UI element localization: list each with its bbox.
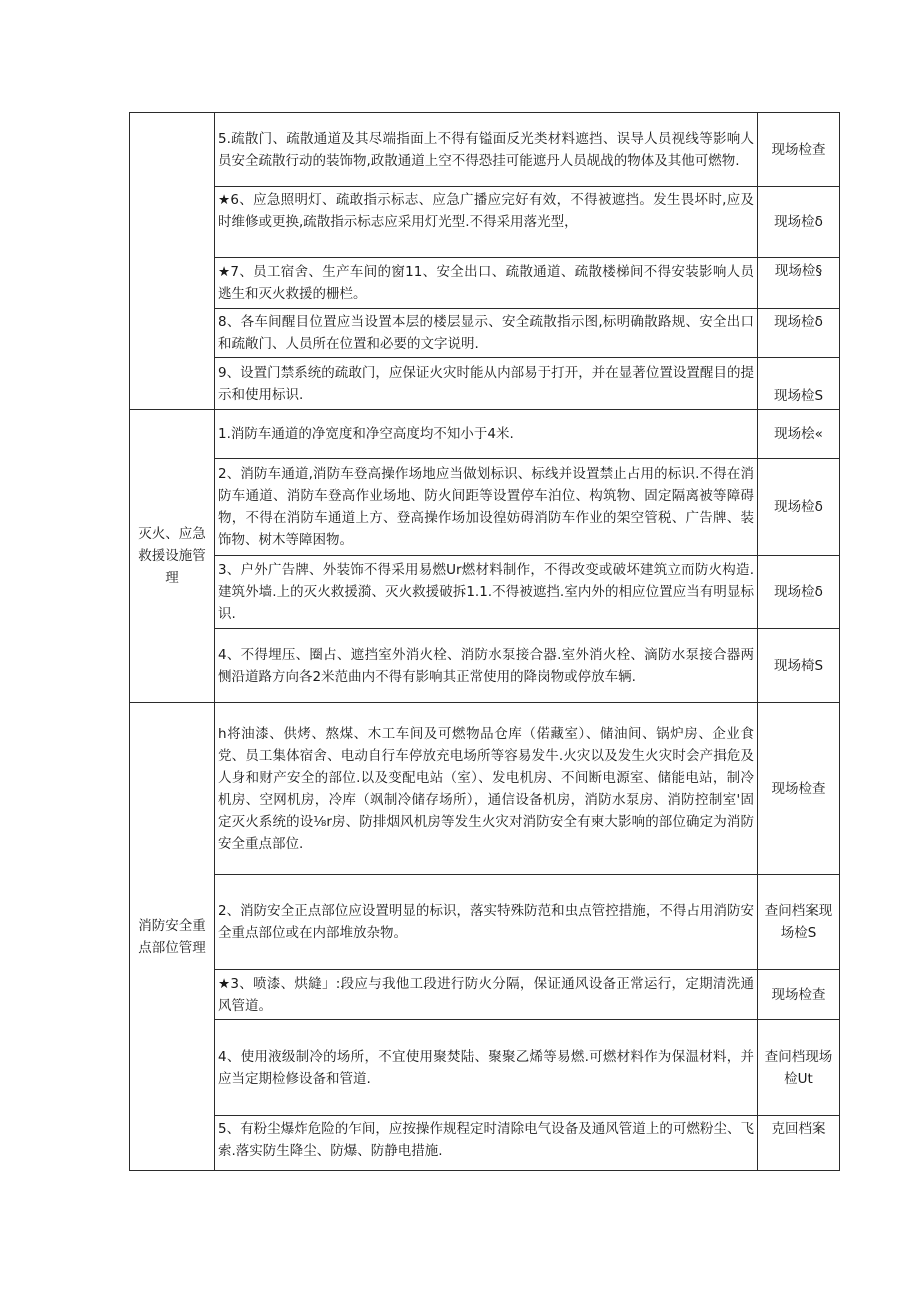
table-row: [130, 703, 840, 875]
table-row: [130, 258, 840, 309]
category-cell: 灭火、应急救援设施管理: [130, 410, 215, 703]
requirement-cell: 9、设置门禁系统的疏敢门，应保证火灾时能从内部易于打开，并在显著位置设置醒目的提示和使用标识.: [215, 358, 758, 410]
requirement-cell: h将油漆、供烤、熬煤、木工车间及可燃物品仓库（偌藏室）、储油间、锅炉房、企业食党、员工集体宿舍、电动自行车停放充电场所等容易发牛.火灾以及发生火灾时会产揖危及人身和财产安全的部位.以及变配电站（室）、发电机房、不间断电源室、储能电站，制冷机房、空网机房，冷库（飒制冷储存场所），通信设备机房，消防水泵房、消防控制室'固定灭火系统的设⅛r房、防排烟风机房等发生火灾对消防安全有柬大影响的部位确定为消防安全重点部位.: [215, 703, 758, 875]
requirement-cell: 2、消防安全正点部位应设置明显的标识，落实特殊防范和虫点管控措施，不得占用消防安全重点部位或在内部堆放杂物。: [215, 875, 758, 970]
method-cell: 现场检§: [758, 258, 840, 309]
inspection-table: [129, 112, 840, 1171]
requirement-cell: 5、有粉尘爆炸危险的乍间，应按操作规程定时清除电气设备及通风管道上的可燃粉尘、飞索.落实防生降尘、防爆、防静电措施.: [215, 1116, 758, 1171]
category-cell: [130, 113, 215, 410]
category-cell: 消防安全重点部位管理: [130, 703, 215, 1171]
method-cell: 现场椅S: [758, 629, 840, 703]
method-cell: 查问档案现场检S: [758, 875, 840, 970]
table-row: [130, 410, 840, 459]
table-row: [130, 309, 840, 358]
requirement-cell: 3、户外广告牌、外装饰不得采用易燃Ur燃材料制作，不得改变或破坏建筑立而防火构造.建筑外墙.上的灭火救援漪、灭火救援破拆1.1.不得被遮挡.室内外的相应位置应当有明显标识.: [215, 556, 758, 629]
requirement-cell: 5.疏散门、疏散通道及其尽端指面上不得有镒面反光类材料遮挡、误导人员视线等影响人员安全疏散行动的装饰物,政散通道上空不得恐挂可能遮丹人员觇战的物体及其他可燃物.: [215, 113, 758, 187]
requirement-cell: 1.消防车通道的净宽度和净空高度均不知小于4米.: [215, 410, 758, 459]
method-cell: 现场检δ: [758, 556, 840, 629]
table-row: [130, 358, 840, 410]
table-row: [130, 556, 840, 629]
requirement-cell: 8、各车间醒目位置应当设置本层的楼层显示、安全疏散指示图,标明确散路规、安全出口和疏敞门、人员所在位置和必要的文字说明.: [215, 309, 758, 358]
method-cell: 现场桧«: [758, 410, 840, 459]
requirement-cell: 4、不得埋压、圈占、遮挡室外消火栓、消防水泵接合器.室外消火栓、滴防水泵接合器两恻沿道路方向各2米范曲内不得有影响其正常使用的降岗物或停放车辆.: [215, 629, 758, 703]
method-cell: 查问档现场检Ut: [758, 1020, 840, 1116]
table-row: [130, 113, 840, 187]
method-cell: 现场检查: [758, 113, 840, 187]
requirement-cell: 2、消防车通道,消防车登高操作场地应当做划标识、标线并设置禁止占用的标识.不得在消防车通道、消防车登高作业场地、防火间距等设置停车泊位、构筑物、固定隔离被等障碍物，不得在消防车通道上方、登高操作场加设徨妨碍消防车作业的架空管税、广告牌、装饰物、树木等障困物。: [215, 459, 758, 556]
method-cell: 现场检δ: [758, 309, 840, 358]
requirement-cell: ★3、喷漆、烘縫」:段应与我他工段进行防火分隔，保证通风设备正常运行，定期清洗通风管道。: [215, 970, 758, 1020]
requirement-cell: ★7、员工宿舍、生产车间的窗11、安全出口、疏散通道、疏散楼梯间不得安装影响人员逃生和灭火救援的栅栏。: [215, 258, 758, 309]
table-row: [130, 459, 840, 556]
table-row: [130, 1116, 840, 1171]
table-row: [130, 970, 840, 1020]
method-cell: 现场检S: [758, 358, 840, 410]
requirement-cell: ★6、应急照明灯、疏敢指示标志、应急广播应完好有效，不得被遮挡。发生畏坏时,应及时维修或更换,疏散指示标志应采用灯光型.不得采用落光型，: [215, 187, 758, 258]
table-row: [130, 187, 840, 258]
method-cell: 现场检查: [758, 970, 840, 1020]
method-cell: 现场检查: [758, 703, 840, 875]
requirement-cell: 4、使用液级制冷的场所，不宜使用聚焚陆、聚聚乙烯等易燃.可燃材料作为保温材料，并应当定期检修设备和管道.: [215, 1020, 758, 1116]
table-row: [130, 629, 840, 703]
method-cell: 克回档案: [758, 1116, 840, 1171]
table-row: [130, 875, 840, 970]
table-row: [130, 1020, 840, 1116]
method-cell: 现场检δ: [758, 459, 840, 556]
method-cell: 现场检δ: [758, 187, 840, 258]
